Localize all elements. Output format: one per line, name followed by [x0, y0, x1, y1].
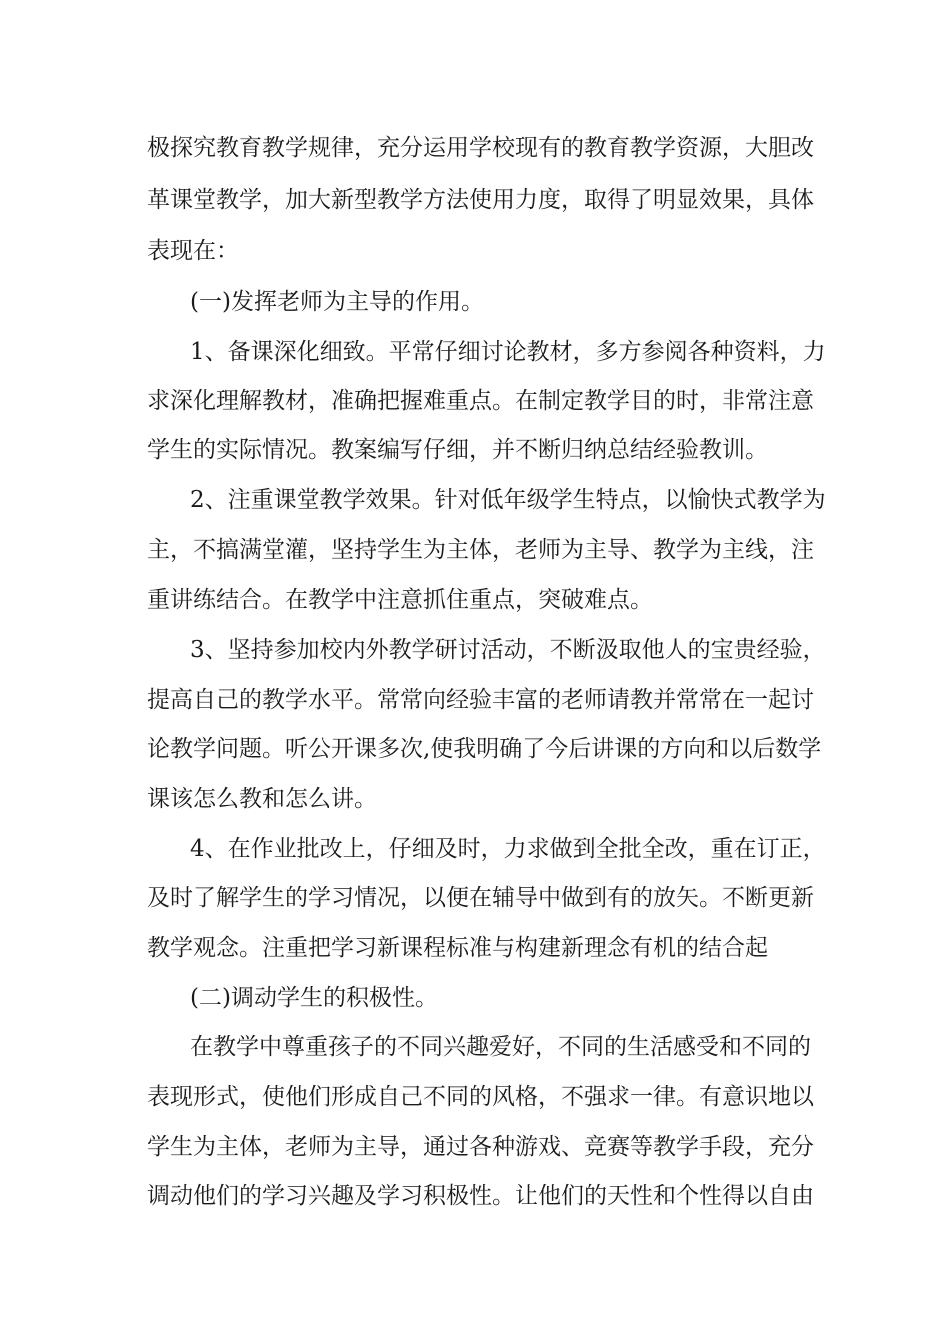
section-heading: (一)发挥老师为主导的作用。 — [190, 289, 484, 315]
text-line: 革课堂教学，加大新型教学方法使用力度，取得了明显效果，具体 — [147, 187, 814, 213]
text-line: 论教学问题。听公开课多次,使我明确了今后讲课的方向和以后数学 — [147, 736, 822, 762]
text-line: 主，不搞满堂灌，坚持学生为主体，老师为主导、教学为主线，注 — [147, 537, 814, 563]
section-heading: (二)调动学生的积极性。 — [190, 985, 438, 1011]
text-line: 求深化理解教材，准确把握难重点。在制定教学目的时，非常注意 — [147, 388, 814, 414]
text-line: 表现在： — [147, 238, 239, 264]
text-line: 3、坚持参加校内外教学研讨活动，不断汲取他人的宝贵经验， — [190, 637, 826, 663]
text-line: 重讲练结合。在教学中注意抓住重点，突破难点。 — [147, 587, 653, 613]
text-line: 调动他们的学习兴趣及学习积极性。让他们的天性和个性得以自由 — [147, 1183, 814, 1209]
text-line: 教学观念。注重把学习新课程标准与构建新理念有机的结合起 — [147, 935, 768, 961]
text-line: 学生的实际情况。教案编写仔细，并不断归纳总结经验教训。 — [147, 437, 768, 463]
text-line: 在教学中尊重孩子的不同兴趣爱好，不同的生活感受和不同的 — [190, 1034, 811, 1060]
text-line: 提高自己的教学水平。常常向经验丰富的老师请教并常常在一起讨 — [147, 687, 814, 713]
text-line: 学生为主体，老师为主导，通过各种游戏、竞赛等教学手段，充分 — [147, 1134, 814, 1160]
text-line: 极探究教育教学规律，充分运用学校现有的教育教学资源，大胆改 — [147, 135, 814, 161]
text-line: 表现形式，使他们形成自己不同的风格，不强求一律。有意识地以 — [147, 1084, 814, 1110]
text-line: 1、备课深化细致。平常仔细讨论教材，多方参阅各种资料，力 — [190, 339, 826, 365]
text-line: 及时了解学生的学习情况，以便在辅导中做到有的放矢。不断更新 — [147, 885, 814, 911]
text-line: 课该怎么教和怎么讲。 — [147, 786, 377, 812]
text-line: 2、注重课堂教学效果。针对低年级学生特点，以愉快式教学为 — [190, 487, 826, 513]
text-line: 4、在作业批改上，仔细及时，力求做到全批全改，重在订正， — [190, 836, 826, 862]
